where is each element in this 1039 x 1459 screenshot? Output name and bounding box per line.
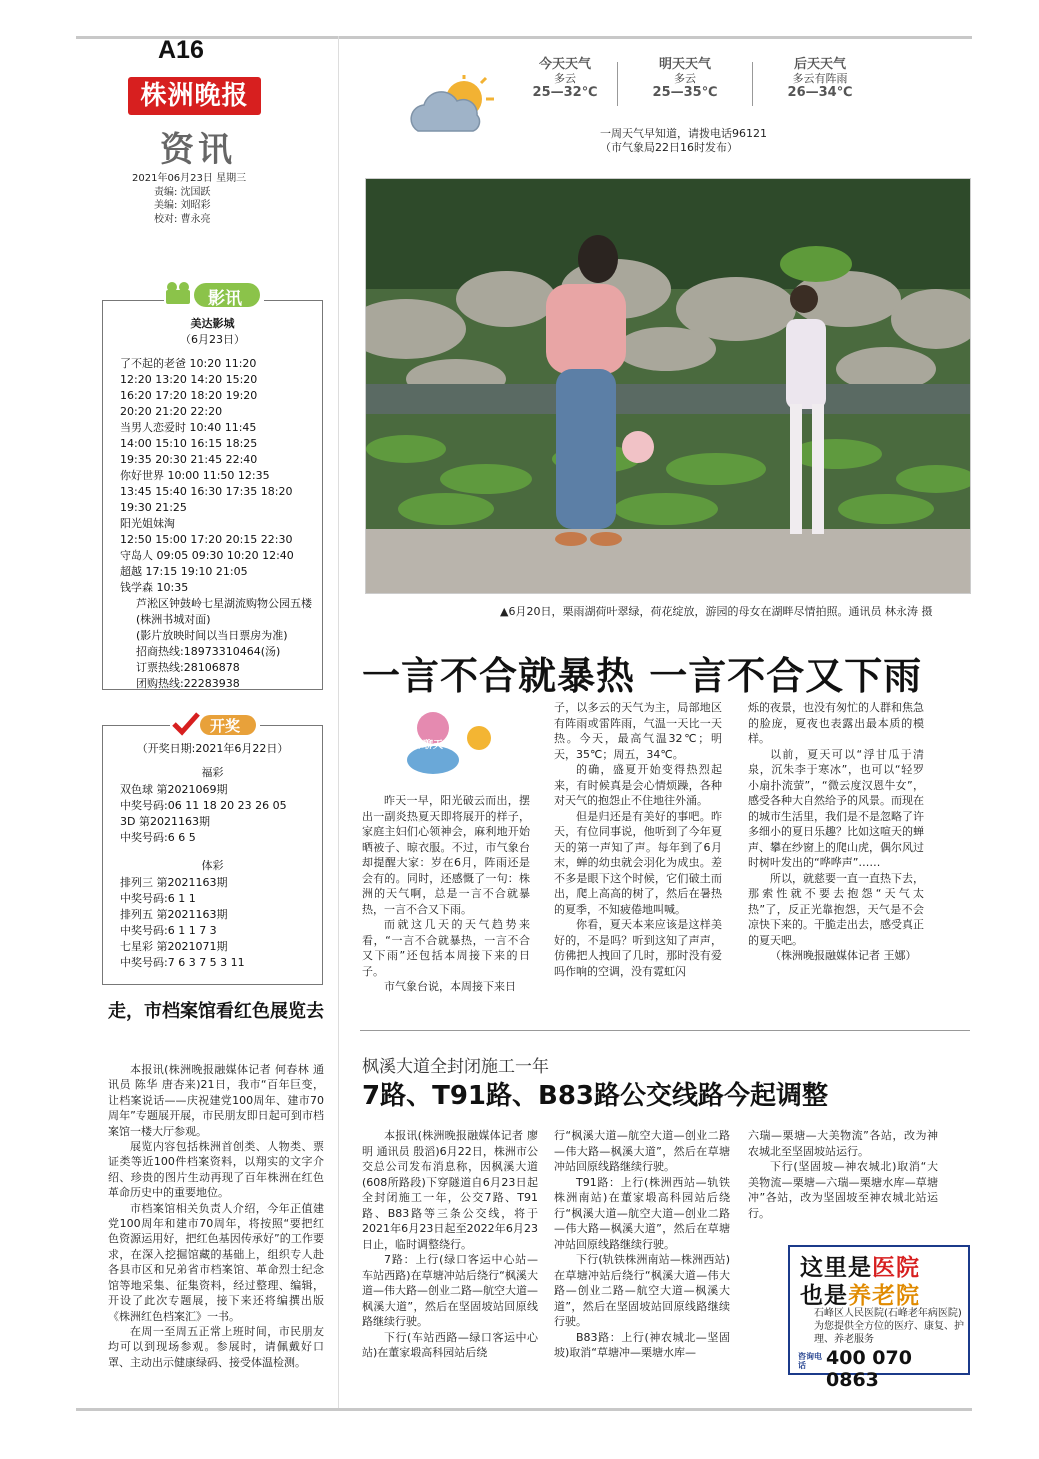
bus-headline: 7路、T91路、B83路公交线路今起调整 [362, 1081, 829, 1111]
section-title: 资讯 [160, 130, 236, 170]
weather-source: （市气象局22日16时发布） [600, 141, 738, 154]
ad-phone: 400 070 0863 [826, 1347, 912, 1391]
editor: 责编: 沈国跃 [154, 186, 211, 198]
news-photo [365, 178, 971, 594]
weather-separator [617, 62, 618, 106]
showtime-line: 当男人恋爱时 10:40 11:45 [120, 421, 257, 434]
byline: （株洲晚报融媒体记者 王娜） [770, 949, 917, 962]
bus-subheadline: 枫溪大道全封闭施工一年 [362, 1057, 549, 1077]
paragraph: 下行(轨铁株洲南站—株洲西站)在草塘冲站后绕行“枫溪大道—伟大路—创业二路—航空大道—枫溪大道”，然后在坚固坡站回原线路继续行驶。 [554, 1253, 730, 1328]
ad-text: 这里是 [800, 1255, 872, 1281]
bus-col-1 [362, 1128, 538, 1361]
weather-tomorrow [620, 58, 750, 100]
archive-body [108, 1062, 324, 1370]
showtime-line: 12:20 13:20 14:20 15:20 [120, 373, 258, 386]
weather-day-title: 今天天气 [538, 57, 591, 72]
weather-today [500, 58, 630, 100]
photo-caption: ▲6月20日，栗雨湖荷叶翠绿，荷花绽放，游园的母女在湖畔尽情拍照。通讯员 林永涛 摄 [500, 605, 933, 618]
weather-day-after [755, 58, 885, 100]
paragraph: 烁的夜景，也没有匆忙的人群和焦急的脸庞，夏夜也表露出最本质的模样。 [748, 701, 924, 745]
showtime-line: 20:20 21:20 22:20 [120, 405, 223, 418]
ticai-results [120, 875, 320, 971]
showtime-line: 了不起的老爸 10:20 11:20 [120, 357, 257, 370]
paragraph: 本报讯(株洲晚报融媒体记者 廖明 通讯员 殷滔)6月22日，株洲市公交总公司发布消息称，因枫溪大道(608所路段)下穿隧道自6月23日起全封闭施工一年，公交7路、T91路、B83路等三条公交线，将于2021年6月23日起至2022年6月23日止，临时调整绕行。 [362, 1129, 538, 1251]
ad-phone-label: 咨询电话 [798, 1352, 822, 1370]
column-badge [385, 700, 497, 780]
designer: 美编: 刘昭彩 [154, 200, 211, 211]
lottery-line: 3D 第2021163期 [120, 815, 210, 828]
showtime-line: 19:30 21:25 [120, 501, 187, 514]
lottery-line: 中奖号码:7 6 3 7 5 3 11 [120, 956, 245, 969]
paragraph: 市档案馆相关负责人介绍，今年正值建党100周年和建市70周年，将按照“要把红色资源运用好，把红色基因传承好”的工作要求，在深入挖掘馆藏的基础上，组织专人赴各县市区和兄弟省市档案馆、革命烈士纪念馆等地采集、征集资料，经过整理、编辑，开设了此次专题展，接下来还将编撰出版《株洲红色档案汇》一书。 [108, 1201, 324, 1323]
paragraph: 昨天一早，阳光破云而出，摆出一副炎热夏天即将展开的样子，家庭主妇们心领神会，麻利地开始晒被子、晾衣服。不过，市气象台却提醒大家：岁在6月，阵雨还是会有的。同时，还感慨了一句：株洲的天气啊，总是一言不合就暴热，一言不合又下雨。 [362, 794, 530, 916]
lottery-line: 中奖号码:6 1 1 [120, 892, 196, 905]
column-divider [338, 36, 339, 1408]
page-date: 2021年06月23日 星期三 [132, 173, 247, 184]
ad-description: 石峰区人民医院(石峰老年病医院)为您提供全方位的医疗、康复、护理、养老服务 [814, 1308, 964, 1345]
showtimes [120, 356, 320, 692]
bottom-rule [76, 1408, 972, 1411]
lottery-line: 中奖号码:06 11 18 20 23 26 05 [120, 799, 287, 812]
showtime-line: 14:00 15:10 16:15 18:25 [120, 437, 258, 450]
showtime-line: 守岛人 09:05 09:30 10:20 12:40 [120, 549, 294, 562]
film-badge [164, 280, 264, 310]
film-badge-label: 影讯 [208, 289, 242, 309]
page-number: A16 [158, 36, 204, 64]
showtime-line: 13:45 15:40 16:30 17:35 18:20 [120, 485, 293, 498]
paragraph: 但是归还是有美好的事吧。昨天，有位同事说，他听到了今年夏天的第一声知了声。每年到了6月末，蝉的幼虫就会羽化为成虫。差不多是眼下这个时候，它们破土而出，爬上高高的树了，然后在暑热的夏季，不知疲倦地叫喊。 [554, 809, 722, 916]
ad-text-highlight: 养老院 [848, 1283, 920, 1309]
showtime-line: 阳光姐妹淘 [120, 517, 175, 530]
paragraph: 展览内容包括株洲首创类、人物类、票证类等近100件档案资料，以翔实的文字介绍、珍贵的图片生动再现了百年株洲在红色革命历史中的重要地位。 [108, 1140, 324, 1200]
showtime-note: (影片放映时间以当日票房为准) [136, 629, 288, 642]
lottery-badge [170, 712, 260, 738]
lottery-line: 中奖号码:6 1 1 7 3 [120, 924, 217, 937]
ad-text: 也是 [800, 1283, 848, 1309]
column-badge-label: 侏聊天 [413, 740, 443, 751]
paragraph: T91路：上行(株洲西站—轨铁株洲南站)在董家塅高科园站后绕行“枫溪大道—航空大道—创业二路—伟大路—枫溪大道”，然后在草塘冲站回原线路继续行驶。 [554, 1175, 730, 1251]
paragraph: 所以，就慈要一直一直热下去，那索性就不要去抱怨“天气太热”了，反正光靠抱怨，天气是不会凉快下来的。干脆走出去，感受真正的夏天吧。 [748, 871, 924, 947]
paragraph: 下行(车站西路—绿口客运中心站)在董家塅高科园站后绕 [362, 1330, 538, 1359]
lottery-line: 排列三 第2021163期 [120, 876, 228, 889]
proofreader: 校对: 曹永亮 [154, 213, 211, 225]
weather-desc: 多云有阵雨 [792, 72, 848, 85]
hotline: 订票热线:28106878 [136, 661, 240, 674]
weather-desc: 多云 [674, 72, 696, 85]
story-divider [360, 1030, 970, 1031]
story-col-2 [554, 700, 722, 979]
lottery-line: 七星彩 第2021071期 [120, 940, 228, 953]
cinema-name: 美达影城 [190, 317, 235, 330]
weather-temp: 25—32℃ [532, 85, 598, 100]
fucai-results [120, 782, 320, 846]
paragraph: 六瑞—栗塘—大美物流”各站，改为神农城北至坚固坡站运行。 [748, 1129, 938, 1158]
story-col-3 [748, 700, 924, 964]
weather-note [600, 127, 767, 155]
hospital-ad [788, 1245, 970, 1391]
weather-day-title: 后天天气 [793, 57, 846, 72]
top-rule [76, 36, 972, 39]
main-headline: 一言不合就暴热 一言不合又下雨 [362, 654, 923, 698]
lottery-line: 排列五 第2021163期 [120, 908, 228, 921]
showtime-line: 超越 17:15 19:10 21:05 [120, 565, 248, 578]
hotline: 招商热线:18973310464(汤) [136, 645, 281, 658]
cloud-sun-icon [402, 75, 498, 137]
showtime-line: 你好世界 10:00 11:50 12:35 [120, 469, 270, 482]
paragraph: B83路：上行(神农城北—坚固坡)取消“草塘冲—栗塘水库— [554, 1330, 730, 1359]
ad-line-2 [800, 1277, 920, 1310]
cinema-address: 芦淞区钟鼓岭七星湖流购物公园五楼(株洲书城对面) [136, 597, 312, 626]
lottery-badge-label: 开奖 [210, 717, 241, 735]
weather-hotline: 一周天气早知道，请拨电话96121 [600, 127, 767, 140]
paragraph: 你看，夏天本来应该是这样美好的，不是吗？听到这知了声声，仿佛把人拽回了几时，那时没有爱吗作响的空调，没有霓虹闪 [554, 918, 722, 978]
hotline: 团购热线:22283938 [136, 677, 240, 690]
bus-col-2 [554, 1128, 730, 1361]
lotus-pond-photo [366, 179, 971, 594]
showtime-line: 12:50 15:00 17:20 20:15 22:30 [120, 533, 293, 546]
weather-desc: 多云 [554, 72, 576, 85]
paragraph: 而就这几天的天气趋势来看，“一言不合就暴热，一言不合又下雨”还包括本周接下来的日子。 [362, 918, 530, 978]
fucai-title: 福彩 [201, 766, 224, 779]
paragraph: 的确，盛夏开始变得热烈起来，有时候真是会心情烦躁，各种对天气的抱怨止不住地往外涌。 [554, 763, 722, 807]
bus-col-3 [748, 1128, 938, 1221]
weather-day-title: 明天天气 [658, 57, 711, 72]
ad-text-highlight: 医院 [872, 1255, 920, 1281]
weather-temp: 26—34℃ [787, 85, 853, 100]
paragraph: 下行(坚固坡—神农城北)取消“大美物流—栗塘—六瑞—栗塘水库—草塘冲”各站，改为坚固坡至神农城北站运行。 [748, 1160, 938, 1220]
showtime-line: 19:35 20:30 21:45 22:40 [120, 453, 258, 466]
paragraph: 在周一至周五正常上班时间，市民朋友均可以到现场参观。参展时，请佩戴好口罩、主动出示健康绿码、接受体温检测。 [108, 1324, 324, 1369]
showtime-line: 16:20 17:20 18:20 19:20 [120, 389, 258, 402]
lottery-line: 双色球 第2021069期 [120, 783, 228, 796]
paragraph: 7路：上行(绿口客运中心站—车站西路)在草塘冲站后绕行“枫溪大道—伟大路—创业二路—航空大道—枫溪大道”，然后在坚固坡站回原线路继续行驶。 [362, 1253, 538, 1328]
archive-headline: 走，市档案馆看红色展览去 [108, 1001, 324, 1022]
lottery-date: （开奖日期:2021年6月22日） [136, 742, 289, 755]
showtime-line: 钱学森 10:35 [120, 581, 189, 594]
paragraph: 市气象台说，本周接下来日 [384, 980, 516, 993]
paragraph: 以前，夏天可以“浮甘瓜于清泉，沉朱李于寒冰”，也可以“轻罗小扇扑流萤”，“微云度汉恩牛女”，感受各种大自然给予的风景。而现在的城市生活里，我们是不是忽略了许多细小的夏日乐趣？比如这喧天的蝉声、攀在纱窗上的爬山虎，偶尔风过时树叶发出的“哗哗声”…… [748, 747, 924, 869]
story-col-1 [362, 793, 530, 995]
weather-temp: 25—35℃ [652, 85, 718, 100]
masthead-logo: 株洲晚报 [128, 77, 261, 115]
weather-separator [752, 62, 753, 106]
listing-date: （6月23日） [180, 333, 245, 346]
ticai-title: 体彩 [201, 859, 224, 872]
paragraph: 子，以多云的天气为主，局部地区有阵雨或雷阵雨，气温一天比一天热。今天，最高气温32℃；明天，35℃；周五，34℃。 [554, 701, 722, 761]
page-meta [132, 172, 246, 226]
paragraph: 行“枫溪大道—航空大道—创业二路—伟大路—枫溪大道”，然后在草塘冲站回原线路继续行驶。 [554, 1129, 730, 1173]
paragraph: 本报讯(株洲晚报融媒体记者 何春林 通讯员 陈华 唐杏来)21日，我市“百年巨变，让档案说话——庆祝建党100周年、建市70周年”专题展开展，市民朋友即日起可到市档案馆一楼大厅参观。 [108, 1063, 324, 1138]
lottery-line: 中奖号码:6 6 5 [120, 831, 196, 844]
